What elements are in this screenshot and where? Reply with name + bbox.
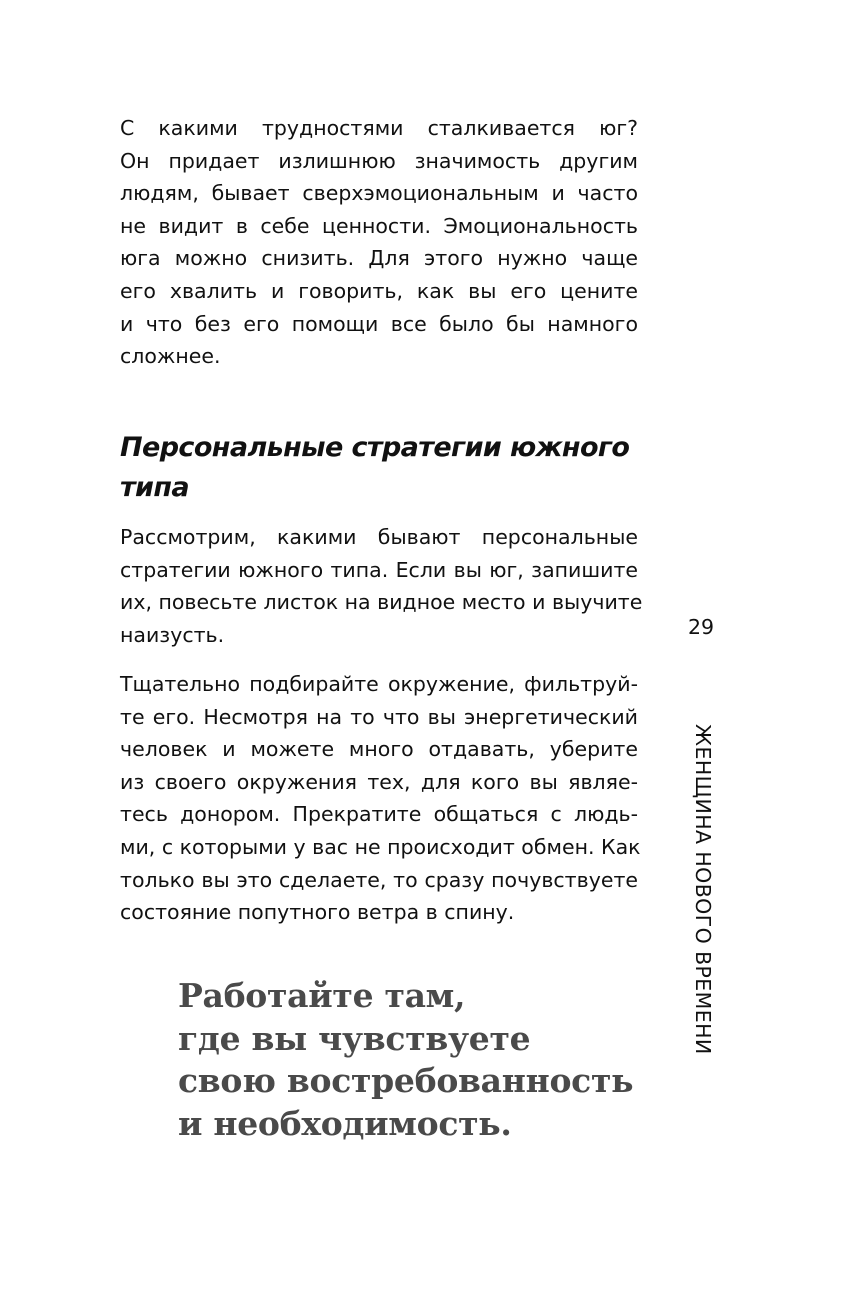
text-line: и что без его помощи все было бы намного [120, 311, 638, 336]
body-paragraph [120, 112, 638, 373]
text-line: его хвалить и говорить, как вы его цените [120, 278, 638, 303]
text-line: сложнее. [120, 344, 221, 369]
text-line: наизусть. [120, 622, 225, 647]
text-line: Рассмотрим, какими бывают персональные [120, 525, 638, 549]
section-heading [120, 428, 680, 508]
page-number: 29 [687, 615, 715, 639]
text-line: те его. Несмотря на то что вы энергетический [120, 704, 638, 729]
text-line: Он придает излишнюю значимость другим [120, 148, 638, 173]
quote-line: свою востребованность [178, 1061, 634, 1100]
text-line: из своего окружения тех, для кого вы являе- [120, 769, 638, 794]
text-line: не видит в себе ценности. Эмоциональность [120, 213, 638, 238]
text-line: Тщательно подбирайте окружение, фильтруй- [120, 672, 638, 696]
text-line: человек и можете много отдавать, уберите [120, 737, 638, 762]
pull-quote [178, 975, 638, 1145]
text-line: людям, бывает сверхэмоциональным и часто [120, 181, 638, 206]
text-line: только вы это сделаете, то сразу почувствуете [120, 867, 638, 892]
text-line: ми, с которыми у вас не происходит обмен. Как [120, 834, 641, 859]
heading-line: Персональные стратегии южного [120, 432, 630, 463]
text-line: юга можно снизить. Для этого нужно чаще [120, 246, 638, 271]
text-line: их, повесьте листок на видное место и выучите [120, 590, 643, 615]
heading-line: типа [120, 472, 190, 503]
text-line: С какими трудностями сталкивается юг? [120, 116, 638, 140]
quote-line: и необходимость. [178, 1103, 512, 1143]
quote-line: где вы чувствуете [178, 1018, 531, 1058]
text-line: стратегии южного типа. Если вы юг, запишите [120, 557, 638, 582]
running-title: ЖЕНЩИНА НОВОГО ВРЕМЕНИ [691, 724, 715, 1055]
quote-line: Работайте там, [178, 976, 466, 1015]
text-line: состояние попутного ветра в спину. [120, 900, 515, 925]
body-paragraph [120, 521, 643, 651]
text-line: тесь донором. Прекратите общаться с людь- [120, 802, 638, 827]
body-paragraph [120, 668, 641, 929]
